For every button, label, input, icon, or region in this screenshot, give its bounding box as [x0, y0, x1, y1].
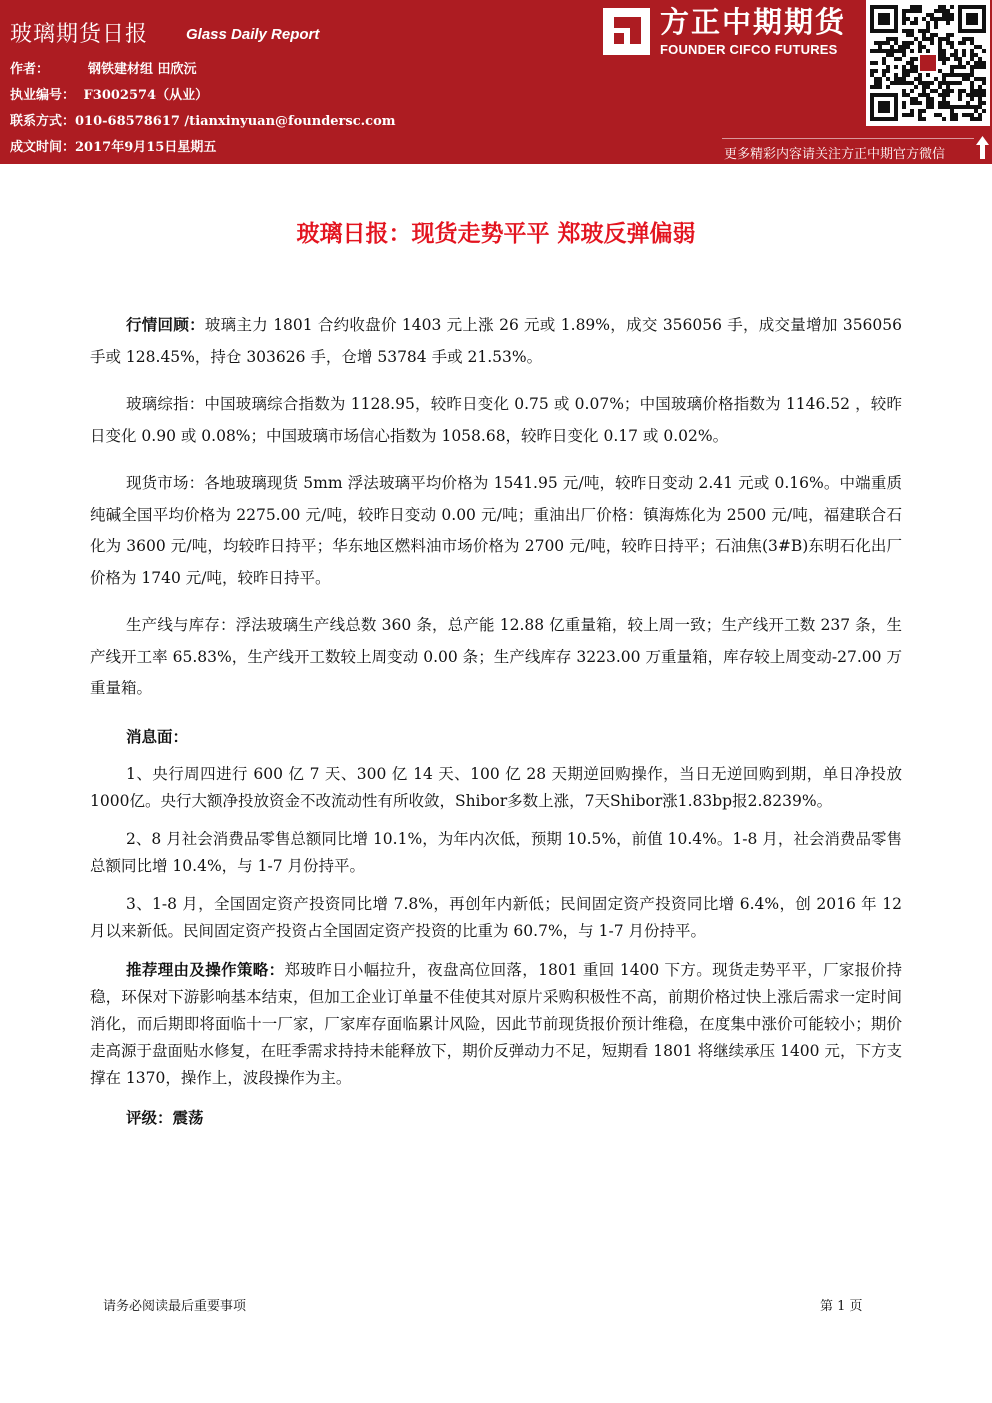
author-value: 钢铁建材组 田欣沅: [88, 62, 197, 77]
rating-paragraph: [90, 1104, 902, 1132]
author-row: [10, 62, 197, 78]
founder-logo-icon: [603, 8, 650, 55]
market-review-text: 玻璃主力 1801 合约收盘价 1403 元上涨 26 元或 1.89%，成交 356056 手，成交量增加 356056 手或 128.45%，持仓 303626 手，仓增 53784 手或 21.53%。: [90, 316, 902, 366]
news-heading-paragraph: [90, 721, 902, 754]
page-number: 第 1 页: [820, 1299, 863, 1314]
report-title: 玻璃日报：现货走势平平 郑玻反弹偏弱: [296, 221, 696, 247]
company-logo-text-en: FOUNDER CIFCO FUTURES: [660, 42, 838, 57]
date-value: 2017年9月15日星期五: [75, 140, 217, 155]
spot-market-paragraph: [90, 468, 902, 594]
news-item: [90, 891, 902, 945]
production-paragraph: [90, 610, 902, 705]
market-review-paragraph: [90, 309, 902, 373]
news-item-text: 2、8 月社会消费品零售总额同比增 10.1%，为年内次低，预期 10.5%，前值 10.4%。1-8 月，社会消费品零售总额同比增 10.4%，与 1-7 月份持平。: [90, 830, 902, 875]
follow-divider: [722, 138, 974, 139]
glass-index-paragraph: [90, 389, 902, 452]
footer-disclaimer-note: 请务必阅读最后重要事项: [103, 1299, 247, 1314]
spot-market-text: 现货市场：各地玻璃现货 5mm 浮法玻璃平均价格为 1541.95 元/吨，较昨日变动 2.41 元或 0.16%。中端重质纯碱全国平均价格为 2275.00 元/吨，较昨日变动 0.00 元/吨；重油出厂价格：镇海炼化为 2500 元/吨，福建联合石化为 3600 元/吨，均较昨日持平；华东地区燃料油市场价格为 2700 元/吨，较昨日持平；石油焦(3#B)东明石化出厂价格为 1740 元/吨，较昨日持平。: [90, 474, 902, 587]
report-header: [0, 0, 992, 164]
glass-index-text: 玻璃综指：中国玻璃综合指数为 1128.95，较昨日变化 0.75 或 0.07%；中国玻璃价格指数为 1146.52 ，较昨日变化 0.90 或 0.08%；中国玻璃市场信心指数为 1058.68，较昨日变化 0.17 或 0.02%。: [90, 395, 902, 445]
company-logo-text: 方正中期期货: [660, 5, 847, 39]
contact-label: 联系方式：: [10, 114, 76, 129]
strategy-lead: 推荐理由及操作策略：: [126, 960, 285, 979]
report-body: [90, 309, 902, 1143]
license-row: [10, 88, 208, 104]
report-series-title: 玻璃期货日报: [10, 22, 149, 47]
news-item: [90, 761, 902, 815]
contact-row: [10, 114, 396, 130]
date-label: 成文时间：: [10, 140, 76, 155]
strategy-text: 郑玻昨日小幅拉升，夜盘高位回落，1801 重回 1400 下方。现货走势平平，厂家报价持稳，环保对下游影响基本结束，但加工企业订单量不佳使其对原片采购积极性不高，前期价格过快上涨后需求一定时间消化，而后期即将面临十一厂家，厂家库存面临累计风险，因此节前现货报价预计维稳，在度集中涨价可能较小；期价走高源于盘面贴水修复，在旺季需求持持未能释放下，期价反弹动力不足，短期看 1801 将继续承压 1400 元，下方支撑在 1370，操作上，波段操作为主。: [90, 961, 902, 1087]
date-row: [10, 140, 216, 156]
market-review-lead: 行情回顾：: [126, 315, 205, 334]
author-label: 作者：: [10, 62, 50, 77]
news-item-text: 1、央行周四进行 600 亿 7 天、300 亿 14 天、100 亿 28 天期逆回购操作，当日无逆回购到期，单日净投放1000亿。央行大额净投放资金不改流动性有所收敛，Shibor多数上涨，7天Shibor涨1.83bp报2.8239%。: [90, 765, 902, 810]
strategy-paragraph: [90, 956, 902, 1092]
follow-wechat-note: 更多精彩内容请关注方正中期官方微信: [724, 147, 946, 162]
qr-code: [866, 0, 990, 126]
news-heading: 消息面：: [126, 726, 189, 746]
rating-lead: 评级：: [126, 1108, 173, 1127]
report-series-title-en: Glass Daily Report: [186, 26, 320, 43]
rating-value: 震荡: [172, 1108, 204, 1127]
news-item: [90, 826, 902, 880]
license-label: 执业编号：: [10, 88, 76, 103]
license-value: F3002574（从业）: [83, 88, 209, 103]
contact-value: 010-68578617 /tianxinyuan@foundersc.com: [75, 114, 396, 129]
news-item-text: 3、1-8 月，全国固定资产投资同比增 7.8%，再创年内新低；民间固定资产投资同比增 6.4%，创 2016 年 12 月以来新低。民间固定资产投资占全国固定资产投资的比重为 60.7%，与 1-7 月份持平。: [90, 895, 902, 940]
qr-code-pattern: [870, 5, 986, 121]
up-arrow-icon: [975, 135, 990, 160]
production-text: 生产线与库存：浮法玻璃生产线总数 360 条，总产能 12.88 亿重量箱，较上周一致；生产线开工数 237 条，生产线开工率 65.83%，生产线开工数较上周变动 0.00 条；生产线库存 3223.00 万重量箱，库存较上周变动-27.00 万重量箱。: [90, 616, 902, 697]
